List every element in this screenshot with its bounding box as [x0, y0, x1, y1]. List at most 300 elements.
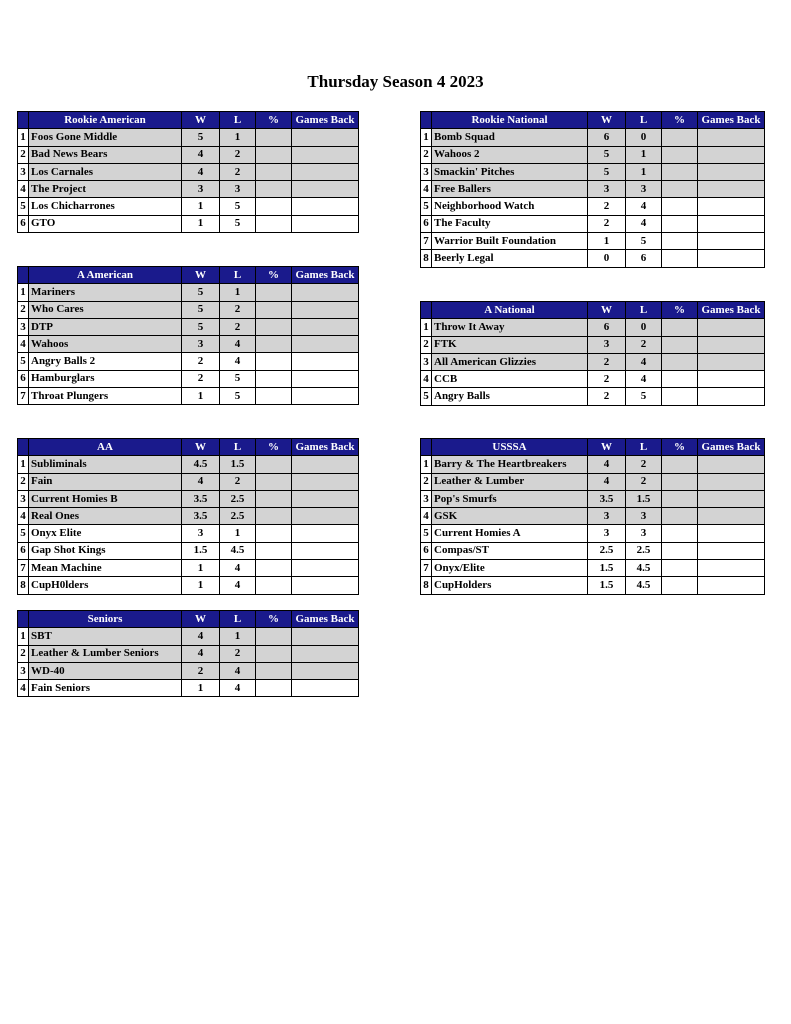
- games-back-cell: [292, 198, 359, 215]
- table-row: [421, 319, 765, 336]
- table-row: [18, 456, 359, 473]
- wins-cell: 1.5: [588, 577, 626, 594]
- team-name-cell: Throw It Away: [432, 319, 588, 336]
- team-name-cell: Current Homies A: [432, 525, 588, 542]
- rank-cell: 3: [18, 662, 29, 679]
- games-back-cell: [292, 508, 359, 525]
- table-row: [18, 370, 359, 387]
- division-name: A National: [432, 302, 588, 319]
- games-back-cell: [292, 163, 359, 180]
- table-header-row: [18, 267, 359, 284]
- rank-cell: 7: [421, 560, 432, 577]
- percent-cell: [662, 198, 698, 215]
- wins-cell: 3: [588, 525, 626, 542]
- team-name-cell: DTP: [29, 318, 182, 335]
- division-table-usssa: [420, 438, 765, 595]
- games-back-cell: [698, 577, 765, 594]
- percent-cell: [662, 560, 698, 577]
- team-name-cell: Fain Seniors: [29, 680, 182, 697]
- losses-cell: 4: [220, 577, 256, 594]
- table-row: [18, 318, 359, 335]
- losses-cell: 5: [220, 388, 256, 405]
- rank-cell: 6: [421, 215, 432, 232]
- games-back-cell: [698, 181, 765, 198]
- games-back-cell: [698, 163, 765, 180]
- rank-cell: 2: [18, 146, 29, 163]
- percent-column-header: %: [662, 112, 698, 129]
- percent-column-header: %: [256, 267, 292, 284]
- rank-cell: 4: [421, 508, 432, 525]
- rank-cell: 2: [421, 336, 432, 353]
- team-name-cell: Wahoos 2: [432, 146, 588, 163]
- percent-cell: [662, 336, 698, 353]
- losses-column-header: L: [220, 267, 256, 284]
- games-back-cell: [292, 370, 359, 387]
- wins-cell: 1: [182, 215, 220, 232]
- losses-cell: 2: [220, 645, 256, 662]
- wins-cell: 4: [182, 146, 220, 163]
- rank-cell: 4: [18, 336, 29, 353]
- table-row: [18, 645, 359, 662]
- losses-column-header: L: [626, 302, 662, 319]
- wins-cell: 1: [182, 680, 220, 697]
- wins-cell: 1: [588, 233, 626, 250]
- losses-cell: 2: [220, 318, 256, 335]
- table-header-row: [18, 439, 359, 456]
- wins-cell: 3.5: [588, 490, 626, 507]
- wins-column-header: W: [182, 267, 220, 284]
- table-row: [421, 525, 765, 542]
- team-name-cell: Gap Shot Kings: [29, 542, 182, 559]
- wins-column-header: W: [588, 112, 626, 129]
- losses-cell: 3: [220, 181, 256, 198]
- wins-cell: 3: [182, 336, 220, 353]
- division-name: Rookie National: [432, 112, 588, 129]
- table-row: [18, 473, 359, 490]
- percent-cell: [662, 490, 698, 507]
- percent-cell: [662, 525, 698, 542]
- wins-cell: 4: [588, 473, 626, 490]
- team-name-cell: Real Ones: [29, 508, 182, 525]
- rank-cell: 1: [421, 129, 432, 146]
- games-back-cell: [292, 473, 359, 490]
- rank-cell: 1: [18, 129, 29, 146]
- wins-cell: 1.5: [588, 560, 626, 577]
- wins-cell: 1: [182, 560, 220, 577]
- rank-cell: 3: [18, 163, 29, 180]
- percent-cell: [256, 680, 292, 697]
- percent-cell: [256, 336, 292, 353]
- table-row: [421, 129, 765, 146]
- games-back-cell: [292, 628, 359, 645]
- losses-column-header: L: [220, 112, 256, 129]
- table-row: [421, 456, 765, 473]
- wins-cell: 2.5: [588, 542, 626, 559]
- percent-cell: [662, 163, 698, 180]
- team-name-cell: Free Ballers: [432, 181, 588, 198]
- wins-cell: 4: [182, 628, 220, 645]
- percent-cell: [662, 250, 698, 267]
- losses-cell: 0: [626, 319, 662, 336]
- rank-cell: 5: [18, 198, 29, 215]
- table-row: [18, 508, 359, 525]
- losses-cell: 1: [626, 163, 662, 180]
- games-back-cell: [698, 353, 765, 370]
- wins-cell: 3: [588, 508, 626, 525]
- losses-cell: 5: [626, 388, 662, 405]
- rank-cell: 5: [18, 525, 29, 542]
- table-row: [421, 388, 765, 405]
- losses-cell: 2.5: [626, 542, 662, 559]
- table-row: [421, 181, 765, 198]
- table-row: [18, 490, 359, 507]
- wins-cell: 5: [182, 284, 220, 301]
- losses-cell: 4: [220, 336, 256, 353]
- games-back-cell: [698, 250, 765, 267]
- losses-cell: 2: [220, 301, 256, 318]
- team-name-cell: Neighborhood Watch: [432, 198, 588, 215]
- losses-cell: 5: [626, 233, 662, 250]
- games-back-cell: [698, 129, 765, 146]
- games-back-cell: [698, 319, 765, 336]
- team-name-cell: Los Chicharrones: [29, 198, 182, 215]
- games-back-cell: [292, 129, 359, 146]
- rank-cell: 5: [421, 198, 432, 215]
- percent-cell: [256, 577, 292, 594]
- wins-cell: 4: [182, 645, 220, 662]
- rank-cell: 2: [421, 146, 432, 163]
- wins-cell: 4: [182, 473, 220, 490]
- team-name-cell: Throat Plungers: [29, 388, 182, 405]
- table-row: [421, 542, 765, 559]
- games-back-cell: [292, 284, 359, 301]
- team-name-cell: The Project: [29, 181, 182, 198]
- losses-cell: 4: [626, 371, 662, 388]
- rank-column-header: [18, 112, 29, 129]
- percent-cell: [662, 473, 698, 490]
- table-row: [18, 388, 359, 405]
- wins-cell: 3: [588, 336, 626, 353]
- games-back-cell: [292, 146, 359, 163]
- percent-cell: [256, 508, 292, 525]
- rank-cell: 4: [421, 371, 432, 388]
- rank-cell: 6: [421, 542, 432, 559]
- percent-cell: [256, 353, 292, 370]
- losses-cell: 3: [626, 508, 662, 525]
- percent-cell: [256, 301, 292, 318]
- table-row: [421, 146, 765, 163]
- team-name-cell: Smackin' Pitches: [432, 163, 588, 180]
- rank-cell: 4: [421, 181, 432, 198]
- rank-cell: 3: [18, 490, 29, 507]
- team-name-cell: Who Cares: [29, 301, 182, 318]
- losses-cell: 3: [626, 525, 662, 542]
- rank-column-header: [18, 611, 29, 628]
- rank-cell: 4: [18, 508, 29, 525]
- wins-column-header: W: [588, 439, 626, 456]
- percent-cell: [256, 542, 292, 559]
- rank-cell: 1: [18, 284, 29, 301]
- games-back-cell: [292, 645, 359, 662]
- team-name-cell: Angry Balls: [432, 388, 588, 405]
- table-row: [18, 542, 359, 559]
- team-name-cell: Onyx/Elite: [432, 560, 588, 577]
- table-row: [18, 129, 359, 146]
- table-row: [18, 353, 359, 370]
- rank-cell: 2: [18, 301, 29, 318]
- wins-cell: 6: [588, 129, 626, 146]
- division-name: Rookie American: [29, 112, 182, 129]
- rank-column-header: [421, 112, 432, 129]
- losses-cell: 4: [220, 680, 256, 697]
- table-row: [421, 336, 765, 353]
- table-row: [18, 215, 359, 232]
- losses-cell: 2.5: [220, 490, 256, 507]
- wins-cell: 2: [182, 662, 220, 679]
- losses-cell: 5: [220, 198, 256, 215]
- division-name: Seniors: [29, 611, 182, 628]
- wins-cell: 5: [588, 146, 626, 163]
- losses-cell: 6: [626, 250, 662, 267]
- team-name-cell: Compas/ST: [432, 542, 588, 559]
- games-back-cell: [698, 336, 765, 353]
- percent-column-header: %: [256, 439, 292, 456]
- team-name-cell: Leather & Lumber Seniors: [29, 645, 182, 662]
- wins-cell: 0: [588, 250, 626, 267]
- team-name-cell: Bad News Bears: [29, 146, 182, 163]
- percent-cell: [256, 456, 292, 473]
- percent-column-header: %: [662, 439, 698, 456]
- losses-cell: 1: [220, 129, 256, 146]
- division-name: A American: [29, 267, 182, 284]
- rank-cell: 6: [18, 542, 29, 559]
- percent-cell: [256, 473, 292, 490]
- percent-cell: [662, 129, 698, 146]
- percent-cell: [662, 577, 698, 594]
- games-back-cell: [698, 215, 765, 232]
- rank-cell: 5: [18, 353, 29, 370]
- team-name-cell: Barry & The Heartbreakers: [432, 456, 588, 473]
- games-back-column-header: Games Back: [292, 112, 359, 129]
- team-name-cell: Hamburglars: [29, 370, 182, 387]
- percent-cell: [662, 353, 698, 370]
- table-header-row: [18, 611, 359, 628]
- wins-cell: 1.5: [182, 542, 220, 559]
- games-back-cell: [698, 198, 765, 215]
- wins-cell: 3.5: [182, 508, 220, 525]
- percent-cell: [256, 146, 292, 163]
- rank-cell: 2: [421, 473, 432, 490]
- losses-cell: 2: [220, 146, 256, 163]
- games-back-cell: [292, 680, 359, 697]
- games-back-cell: [292, 542, 359, 559]
- table-header-row: [421, 439, 765, 456]
- percent-cell: [256, 284, 292, 301]
- table-row: [421, 353, 765, 370]
- team-name-cell: SBT: [29, 628, 182, 645]
- wins-column-header: W: [588, 302, 626, 319]
- games-back-column-header: Games Back: [292, 267, 359, 284]
- rank-column-header: [18, 439, 29, 456]
- rank-cell: 6: [18, 370, 29, 387]
- games-back-cell: [292, 525, 359, 542]
- table-row: [18, 662, 359, 679]
- table-row: [18, 628, 359, 645]
- table-row: [421, 215, 765, 232]
- losses-cell: 1.5: [626, 490, 662, 507]
- team-name-cell: CupHolders: [432, 577, 588, 594]
- wins-cell: 4.5: [182, 456, 220, 473]
- percent-cell: [256, 662, 292, 679]
- games-back-cell: [292, 560, 359, 577]
- wins-cell: 5: [182, 301, 220, 318]
- percent-cell: [662, 388, 698, 405]
- losses-cell: 1: [220, 525, 256, 542]
- percent-cell: [256, 215, 292, 232]
- rank-cell: 1: [421, 456, 432, 473]
- losses-cell: 4: [626, 215, 662, 232]
- rank-cell: 5: [421, 388, 432, 405]
- wins-column-header: W: [182, 439, 220, 456]
- team-name-cell: Leather & Lumber: [432, 473, 588, 490]
- rank-cell: 4: [18, 181, 29, 198]
- wins-cell: 3: [182, 525, 220, 542]
- team-name-cell: GSK: [432, 508, 588, 525]
- team-name-cell: Onyx Elite: [29, 525, 182, 542]
- table-row: [421, 371, 765, 388]
- losses-cell: 1: [220, 284, 256, 301]
- wins-cell: 3: [182, 181, 220, 198]
- table-row: [18, 163, 359, 180]
- table-row: [18, 198, 359, 215]
- wins-cell: 5: [182, 129, 220, 146]
- table-row: [421, 473, 765, 490]
- games-back-cell: [292, 181, 359, 198]
- games-back-cell: [698, 542, 765, 559]
- team-name-cell: Angry Balls 2: [29, 353, 182, 370]
- wins-cell: 2: [588, 371, 626, 388]
- games-back-column-header: Games Back: [292, 439, 359, 456]
- percent-cell: [662, 181, 698, 198]
- team-name-cell: Current Homies B: [29, 490, 182, 507]
- rank-cell: 6: [18, 215, 29, 232]
- table-row: [18, 336, 359, 353]
- team-name-cell: Foos Gone Middle: [29, 129, 182, 146]
- rank-cell: 5: [421, 525, 432, 542]
- percent-cell: [662, 146, 698, 163]
- games-back-cell: [292, 336, 359, 353]
- team-name-cell: Fain: [29, 473, 182, 490]
- losses-cell: 4.5: [220, 542, 256, 559]
- games-back-cell: [698, 388, 765, 405]
- page-title: Thursday Season 4 2023: [307, 72, 484, 91]
- team-name-cell: GTO: [29, 215, 182, 232]
- wins-cell: 4: [182, 163, 220, 180]
- team-name-cell: CCB: [432, 371, 588, 388]
- table-row: [421, 577, 765, 594]
- rank-cell: 1: [18, 628, 29, 645]
- percent-cell: [256, 628, 292, 645]
- division-table-a-national: [420, 301, 765, 406]
- losses-cell: 5: [220, 370, 256, 387]
- losses-cell: 2: [626, 456, 662, 473]
- team-name-cell: The Faculty: [432, 215, 588, 232]
- table-row: [18, 680, 359, 697]
- rank-column-header: [421, 439, 432, 456]
- table-row: [18, 301, 359, 318]
- wins-cell: 2: [588, 353, 626, 370]
- wins-cell: 6: [588, 319, 626, 336]
- rank-cell: 3: [421, 353, 432, 370]
- table-row: [421, 250, 765, 267]
- table-row: [421, 198, 765, 215]
- losses-cell: 4.5: [626, 577, 662, 594]
- table-row: [18, 525, 359, 542]
- wins-cell: 2: [182, 370, 220, 387]
- games-back-column-header: Games Back: [698, 439, 765, 456]
- team-name-cell: Pop's Smurfs: [432, 490, 588, 507]
- team-name-cell: CupH0lders: [29, 577, 182, 594]
- wins-cell: 3.5: [182, 490, 220, 507]
- games-back-cell: [698, 371, 765, 388]
- games-back-cell: [698, 560, 765, 577]
- wins-cell: 1: [182, 388, 220, 405]
- games-back-cell: [292, 301, 359, 318]
- rank-cell: 8: [421, 577, 432, 594]
- table-row: [421, 490, 765, 507]
- games-back-column-header: Games Back: [698, 302, 765, 319]
- losses-cell: 2: [626, 336, 662, 353]
- games-back-cell: [292, 662, 359, 679]
- wins-cell: 2: [588, 388, 626, 405]
- percent-cell: [662, 215, 698, 232]
- division-table-aa: [17, 438, 359, 595]
- team-name-cell: All American Glizzies: [432, 353, 588, 370]
- losses-cell: 2: [626, 473, 662, 490]
- rank-cell: 1: [421, 319, 432, 336]
- table-row: [421, 233, 765, 250]
- table-row: [421, 560, 765, 577]
- losses-column-header: L: [626, 112, 662, 129]
- rank-cell: 3: [421, 163, 432, 180]
- games-back-cell: [698, 490, 765, 507]
- losses-cell: 4: [220, 353, 256, 370]
- percent-cell: [256, 163, 292, 180]
- table-header-row: [421, 112, 765, 129]
- games-back-cell: [698, 525, 765, 542]
- games-back-cell: [292, 456, 359, 473]
- wins-column-header: W: [182, 112, 220, 129]
- games-back-cell: [292, 490, 359, 507]
- percent-cell: [256, 318, 292, 335]
- losses-cell: 4: [220, 662, 256, 679]
- percent-column-header: %: [256, 112, 292, 129]
- percent-column-header: %: [662, 302, 698, 319]
- rank-cell: 4: [18, 680, 29, 697]
- losses-cell: 4: [626, 198, 662, 215]
- games-back-cell: [292, 353, 359, 370]
- rank-cell: 8: [18, 577, 29, 594]
- rank-cell: 8: [421, 250, 432, 267]
- percent-cell: [256, 645, 292, 662]
- wins-cell: 2: [588, 215, 626, 232]
- losses-column-header: L: [220, 611, 256, 628]
- division-table-rookie-american: [17, 111, 359, 233]
- percent-cell: [662, 508, 698, 525]
- team-name-cell: Wahoos: [29, 336, 182, 353]
- games-back-column-header: Games Back: [698, 112, 765, 129]
- percent-cell: [662, 542, 698, 559]
